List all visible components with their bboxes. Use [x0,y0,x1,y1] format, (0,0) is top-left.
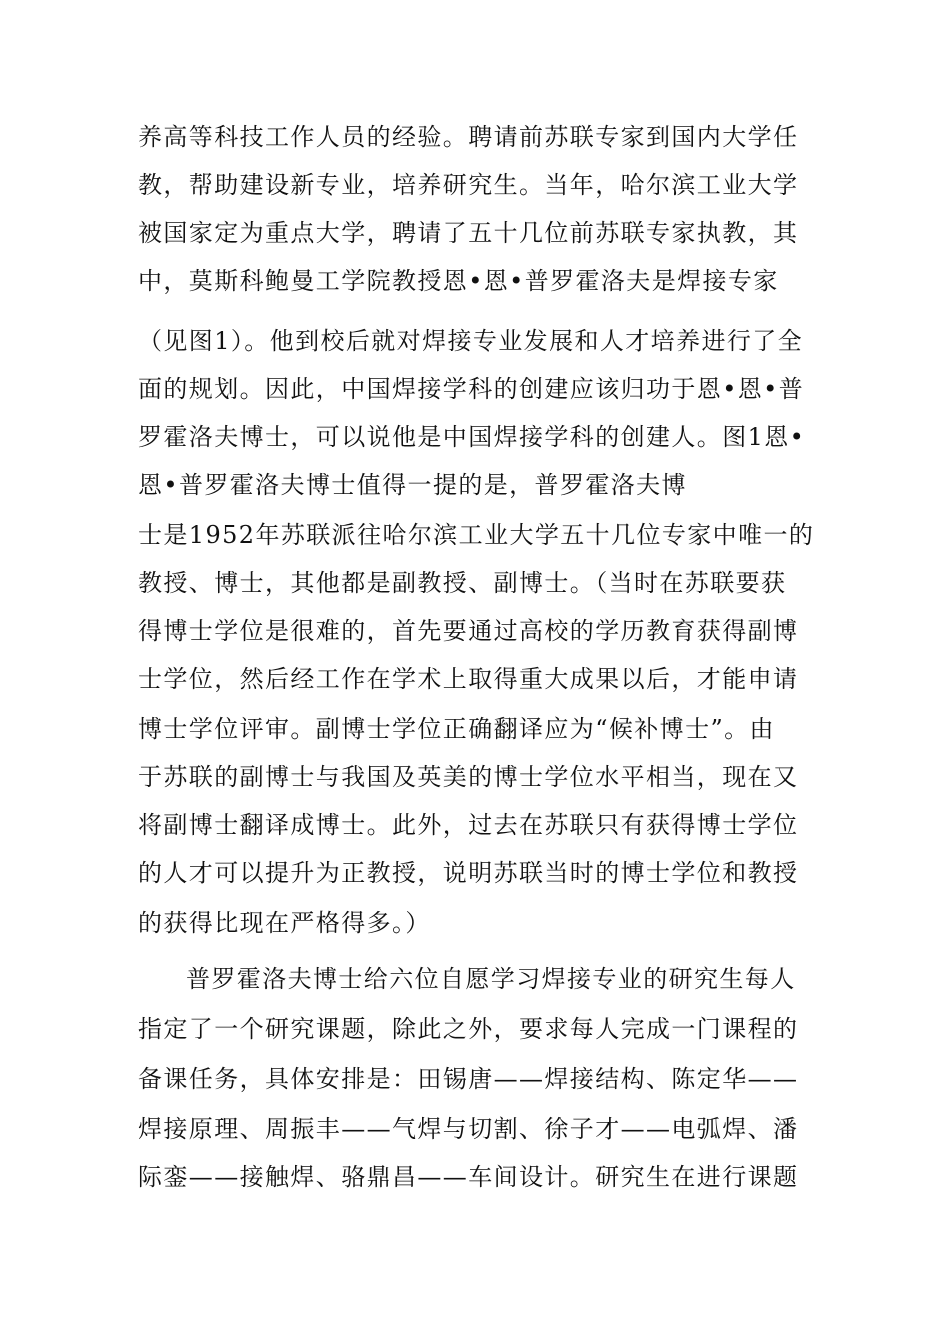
text-line-11: 得博士学位是很难的，首先要通过高校的学历教育获得副博 [138,617,799,645]
text-line-5: （见图1）。他到校后就对焊接专业发展和人才培养进行了全 [138,327,804,355]
text-line-16: 的人才可以提升为正教授，说明苏联当时的博士学位和教授 [138,859,799,887]
text-line-17: 的获得比现在严格得多。） [138,909,431,937]
text-line-14: 于苏联的副博士与我国及英美的博士学位水平相当，现在又 [138,763,799,791]
text-line-1: 养高等科技工作人员的经验。聘请前苏联专家到国内大学任 [138,123,799,151]
text-line-21: 焊接原理、周振丰——气焊与切割、徐子才——电弧焊、潘 [138,1115,799,1143]
text-line-15: 将副博士翻译成博士。此外，过去在苏联只有获得博士学位 [138,811,799,839]
text-line-13: 博士学位评审。副博士学位正确翻译应为“候补博士”。由 [138,715,775,743]
text-line-10: 教授、博士，其他都是副教授、副博士。（当时在苏联要获 [138,569,787,597]
text-line-7: 罗霍洛夫博士，可以说他是中国焊接学科的创建人。图1恩• [138,423,806,451]
text-line-20: 备课任务，具体安排是：田锡唐——焊接结构、陈定华—— [138,1065,799,1093]
text-line-22: 际銮——接触焊、骆鼎昌——车间设计。研究生在进行课题 [138,1163,799,1191]
text-line-12: 士学位，然后经工作在学术上取得重大成果以后，才能申请 [138,665,799,693]
text-line-3: 被国家定为重点大学，聘请了五十几位前苏联专家执教，其 [138,219,799,247]
text-line-6: 面的规划。因此，中国焊接学科的创建应该归功于恩•恩•普 [138,375,805,403]
text-line-2: 教，帮助建设新专业，培养研究生。当年，哈尔滨工业大学 [138,171,799,199]
text-line-4: 中，莫斯科鲍曼工学院教授恩•恩•普罗霍洛夫是焊接专家 [138,267,779,295]
text-line-9: 士是1952年苏联派往哈尔滨工业大学五十几位专家中唯一的 [138,521,815,549]
text-line-19: 指定了一个研究课题，除此之外，要求每人完成一门课程的 [138,1015,799,1043]
text-line-18: 普罗霍洛夫博士给六位自愿学习焊接专业的研究生每人 [186,965,796,993]
text-line-8: 恩•普罗霍洛夫博士值得一提的是，普罗霍洛夫博 [138,471,687,499]
